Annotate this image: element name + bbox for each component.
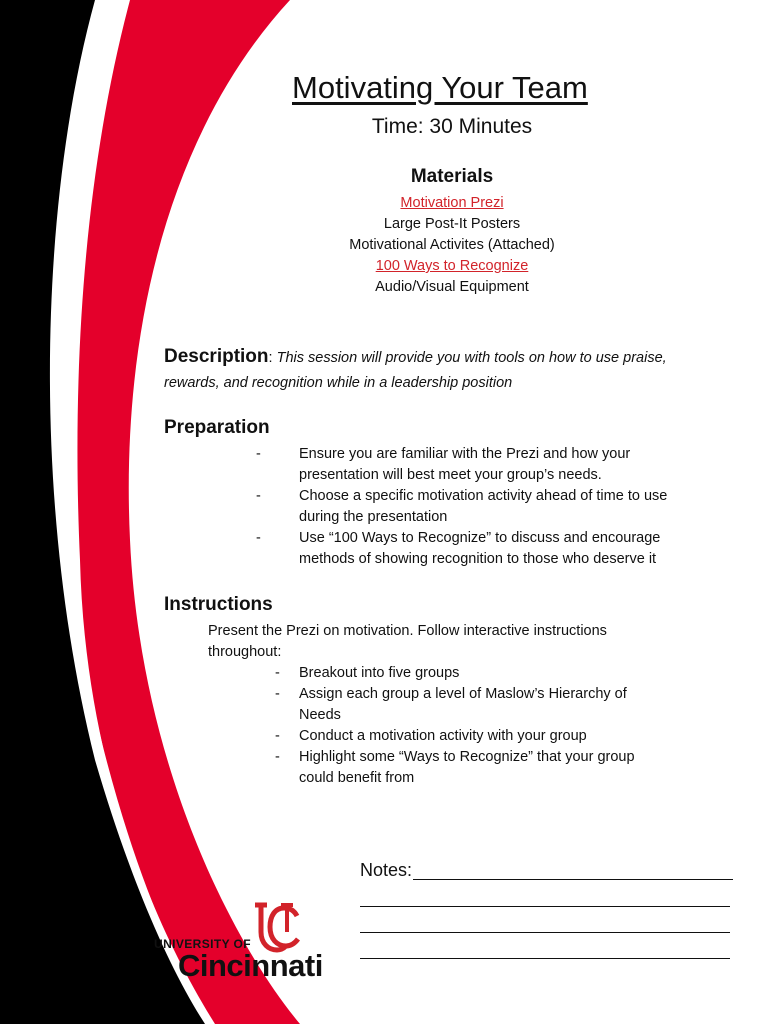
notes-label: Notes: — [360, 860, 413, 880]
bullet-dash: - — [275, 728, 280, 744]
list-item: - Highlight some “Ways to Recognize” that your group could benefit from — [275, 749, 635, 786]
session-time: Time: 30 Minutes — [371, 115, 533, 138]
list-item: - Ensure you are familiar with the Prezi and how your presentation will best meet your group’s needs. — [256, 446, 631, 483]
list-item: - Conduct a motivation activity with your group — [299, 726, 669, 747]
notes-line — [360, 932, 730, 933]
logo-university-text: UNIVERSITY OF — [154, 937, 251, 951]
notes-line — [360, 958, 730, 959]
page-title: Motivating Your Team — [292, 70, 588, 105]
bullet-dash: - — [275, 665, 280, 681]
university-logo — [154, 902, 324, 984]
materials-list — [240, 193, 664, 298]
motivation-prezi-link[interactable]: Motivation Prezi — [400, 195, 504, 211]
list-item: - Choose a specific motivation activity ahead of time to use during the presentation — [256, 488, 668, 525]
description-separator: : — [268, 350, 277, 366]
instructions-intro: Present the Prezi on motivation. Follow interactive instructions throughout: — [208, 623, 607, 660]
logo-city-text: Cincinnati — [178, 948, 323, 983]
bullet-dash: - — [256, 446, 261, 462]
list-item: - Use “100 Ways to Recognize” to discuss and encourage methods of showing recognition to those who deserve it — [256, 530, 661, 567]
description-label: Description — [164, 346, 269, 367]
description-text: This session will provide you with tools on how to use praise, rewards, and recognition while in a leadership position — [164, 350, 667, 391]
list-item: - Breakout into five groups — [299, 663, 669, 684]
material-item[interactable] — [240, 193, 664, 214]
bullet-dash: - — [256, 530, 261, 546]
materials-heading: Materials — [410, 166, 494, 187]
material-item[interactable] — [240, 256, 664, 277]
material-item: Motivational Activites (Attached) — [349, 237, 555, 253]
instructions-list — [275, 663, 669, 789]
instructions-heading: Instructions — [164, 594, 273, 615]
notes-section — [360, 860, 740, 881]
ways-to-recognize-link[interactable]: 100 Ways to Recognize — [375, 258, 529, 274]
notes-line — [413, 879, 733, 880]
preparation-heading: Preparation — [164, 417, 270, 438]
description-paragraph — [164, 344, 724, 396]
uc-monogram-icon — [251, 902, 305, 954]
preparation-list — [256, 444, 689, 570]
bullet-dash: - — [275, 749, 280, 765]
material-item: Audio/Visual Equipment — [375, 279, 529, 295]
material-item: Large Post-It Posters — [383, 216, 521, 232]
bullet-dash: - — [256, 488, 261, 504]
notes-line — [360, 906, 730, 907]
bullet-dash: - — [275, 686, 280, 702]
list-item: - Assign each group a level of Maslow’s Hierarchy of Needs — [275, 686, 627, 723]
